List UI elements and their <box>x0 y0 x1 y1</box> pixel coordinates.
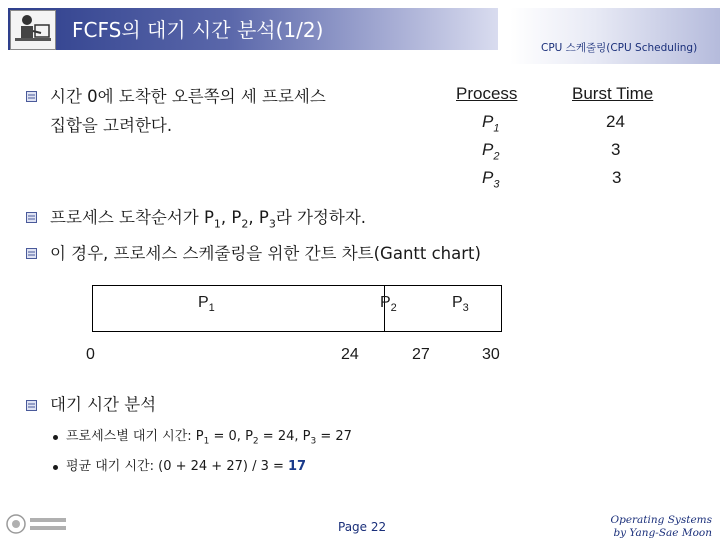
bullet-text: 시간 0에 도착한 오른쪽의 세 프로세스 <box>50 87 326 106</box>
gantt-tick-label: 30 <box>482 346 500 363</box>
header-right-bar <box>510 8 720 64</box>
wait-time-per-process: 프로세스별 대기 시간: $P_1 = 0$, $P_2 = 24$, $P_3 = 27$ <box>66 429 352 447</box>
table-row-process: $P_3$ <box>482 168 500 191</box>
average-value: 17 <box>288 459 307 474</box>
bullet-icon <box>26 212 37 223</box>
gantt-label: $P_2$ <box>380 294 397 315</box>
bullet-icon <box>26 400 37 411</box>
table-row-process: $P_2$ <box>482 140 500 163</box>
bullet-text: 프로세스 도착순서가 $P_1$, $P_2$, $P_3$라 가정하자. <box>50 208 366 231</box>
bullet-icon <box>26 248 37 259</box>
page-number: Page 22 <box>338 520 387 534</box>
university-logo <box>6 512 70 536</box>
bullet-text: 대기 시간 분석 <box>50 395 157 414</box>
gantt-tick-label: 24 <box>341 346 359 363</box>
average-wait-time: 평균 대기 시간: (0 + 24 + 27) / 3 = 17 <box>66 459 307 474</box>
gantt-tick-label: 0 <box>86 346 95 363</box>
gantt-label: $P_3$ <box>452 294 469 315</box>
table-header-burst-time: Burst Time <box>572 84 654 103</box>
table-row-process: $P_1$ <box>482 112 500 135</box>
gantt-segment <box>93 286 385 331</box>
credit-line-course: Operating Systems <box>610 514 712 526</box>
table-row-burst: 24 <box>606 112 625 131</box>
table-row-burst: 3 <box>612 168 622 187</box>
bullet-icon <box>26 91 37 102</box>
gantt-chart <box>92 285 502 332</box>
credit-line-author: by Yang-Sae Moon <box>613 527 712 539</box>
slide-header <box>0 0 720 60</box>
person-at-desk-icon <box>10 10 56 50</box>
bullet-text-continued: 집합을 고려한다. <box>50 116 173 135</box>
chapter-label: CPU 스케줄링(CPU Scheduling) <box>541 42 698 54</box>
slide-title: FCFS의 대기 시간 분석(1/2) <box>72 18 324 42</box>
gantt-tick-label: 27 <box>412 346 430 363</box>
gantt-label: $P_1$ <box>198 294 215 315</box>
table-header-process: Process <box>456 84 518 103</box>
course-credit <box>610 514 712 540</box>
sub-bullet-dot <box>53 465 58 470</box>
sub-bullet-dot <box>53 435 58 440</box>
table-row-burst: 3 <box>611 140 621 159</box>
bullet-text: 이 경우, 프로세스 스케줄링을 위한 간트 차트(Gantt chart) <box>50 244 481 263</box>
